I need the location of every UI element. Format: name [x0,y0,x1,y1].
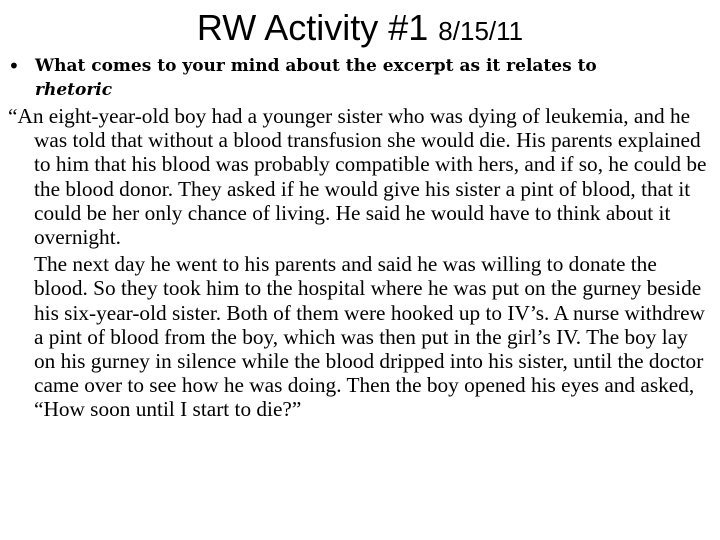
prompt-question: What comes to your mind about the excerpt as it relates to [35,56,597,76]
slide-date: 8/15/11 [438,16,524,46]
bullet-dot-icon: • [8,54,20,78]
slide-title-text: RW Activity #1 [196,7,429,48]
excerpt-paragraph-2: The next day he went to his parents and said he was willing to donate the blood. So they took him to the hospital where he was put on the gurney beside his six-year-old sister. Both of them were hooked up to IV’s. A nurse withdrew a pint of blood from the boy, which was then put in the girl’s IV. The boy lay on his gurney in silence while the blood dripped into his sister, until the doctor came over to see how he was doing. Then the boy opened his eyes and asked, “How soon until I start to die?” [34,252,705,422]
excerpt-block [8,104,714,422]
slide-title [0,6,720,53]
prompt-keyword: rhetoric [35,80,113,100]
prompt-text [35,54,695,102]
excerpt-paragraph-1: “An eight-year-old boy had a younger sister who was dying of leukemia, and he was told that without a blood transfusion she would die. His parents explained to him that his blood was probably compatible with hers, and if so, he could be the blood donor. They asked if he would give his sister a pint of blood, that it could be her only chance of living. He said he would have to think about it overnight. [8,104,707,250]
